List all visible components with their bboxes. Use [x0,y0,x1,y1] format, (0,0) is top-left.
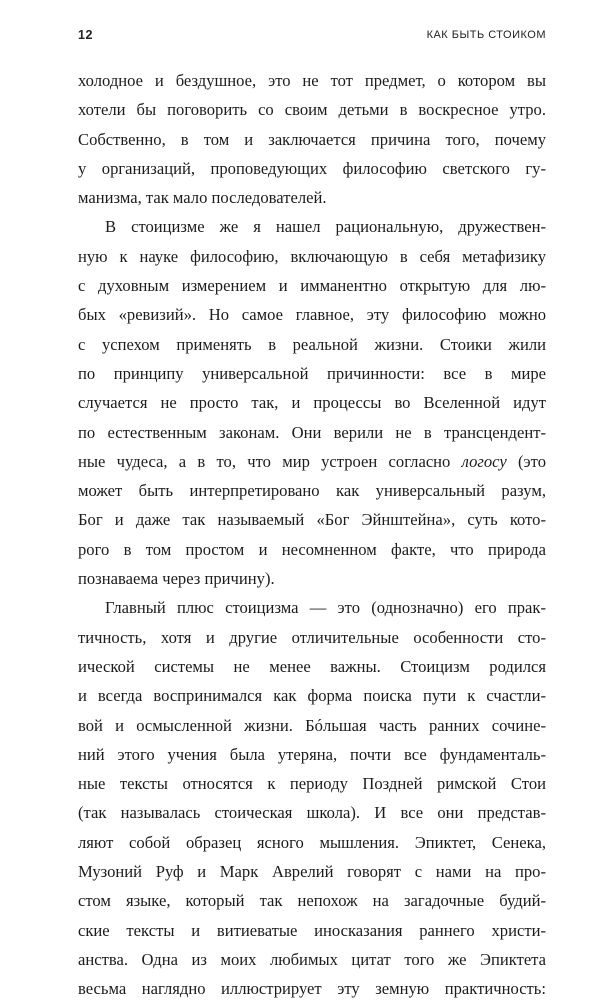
text-line-with-italic [78,447,546,476]
text-line: стом языке, который так непохож на загадочные будий- [78,891,546,911]
text-line: ную к науке философию, включающую в себя метафизику [78,246,546,266]
paragraph-1 [78,66,546,212]
text-line: анства. Одна из моих любимых цитат того же Эпиктета [78,949,546,969]
text-line: по принципу универсальной причинности: все в мире [78,363,546,383]
text-segment: ные чудеса, а в то, что мир устроен согласно [78,451,451,471]
running-title: КАК БЫТЬ СТОИКОМ [426,29,546,41]
text-line: ляют собой образец ясного мышления. Эпиктет, Сенека, [78,832,546,852]
paragraph-2 [78,212,546,593]
text-line: у организаций, проповедующих философию светского гу- [78,158,546,178]
text-line: хотели бы поговорить со своим детьми в воскресное утро. [78,100,546,120]
text-line: с духовным измерением и имманентно открытую для лю- [78,276,546,296]
paragraph-3 [78,593,546,1003]
text-line: рого в том простом и несомненном факте, что природа [78,539,546,559]
text-line: ные тексты относятся к периоду Поздней римской Стои [78,774,546,794]
text-line: тичность, хотя и другие отличительные особенности сто- [78,627,546,647]
page-header [78,28,546,46]
text-line: Музоний Руф и Марк Аврелий говорят с нами на про- [78,862,546,882]
text-line: (так называлась стоическая школа). И все они представ- [78,803,546,823]
text-line: Главный плюс стоицизма — это (однозначно) его прак- [105,598,546,618]
text-line: манизма, так мало последователей. [78,188,327,208]
text-line: ической системы не менее важны. Стоицизм родился [78,656,546,676]
text-line: ний этого учения была утеряна, почти все фундаменталь- [78,744,546,764]
italic-term: логосу [461,451,507,471]
text-line: Бог и даже так называемый «Бог Эйнштейна», суть кото- [78,510,546,530]
text-line: Собственно, в том и заключается причина того, почему [78,129,546,149]
text-line: весьма наглядно иллюстрирует эту земную практичность: [78,979,546,999]
text-line: с успехом применять в реальной жизни. Стоики жили [78,334,546,354]
text-line: бых «ревизий». Но самое главное, эту философию можно [78,305,546,325]
text-line: В стоицизме же я нашел рациональную, дружествен- [105,217,546,237]
text-line: вой и осмысленной жизни. Бóльшая часть ранних сочине- [78,715,546,735]
text-segment: (это [506,451,546,471]
body-text [78,66,546,1004]
text-line: по естественным законам. Они верили не в трансцендент- [78,422,546,442]
text-line: и всегда воспринимался как форма поиска пути к счастли- [78,686,546,706]
text-line: случается не просто так, и процессы во Вселенной идут [78,393,546,413]
page-number: 12 [78,28,93,42]
text-line: может быть интерпретировано как универсальный разум, [78,481,546,501]
text-line: холодное и бездушное, это не тот предмет, о котором вы [78,71,546,90]
text-line: ские тексты и витиеватые иносказания раннего христи- [78,920,546,940]
text-line: познаваема через причину). [78,569,275,589]
